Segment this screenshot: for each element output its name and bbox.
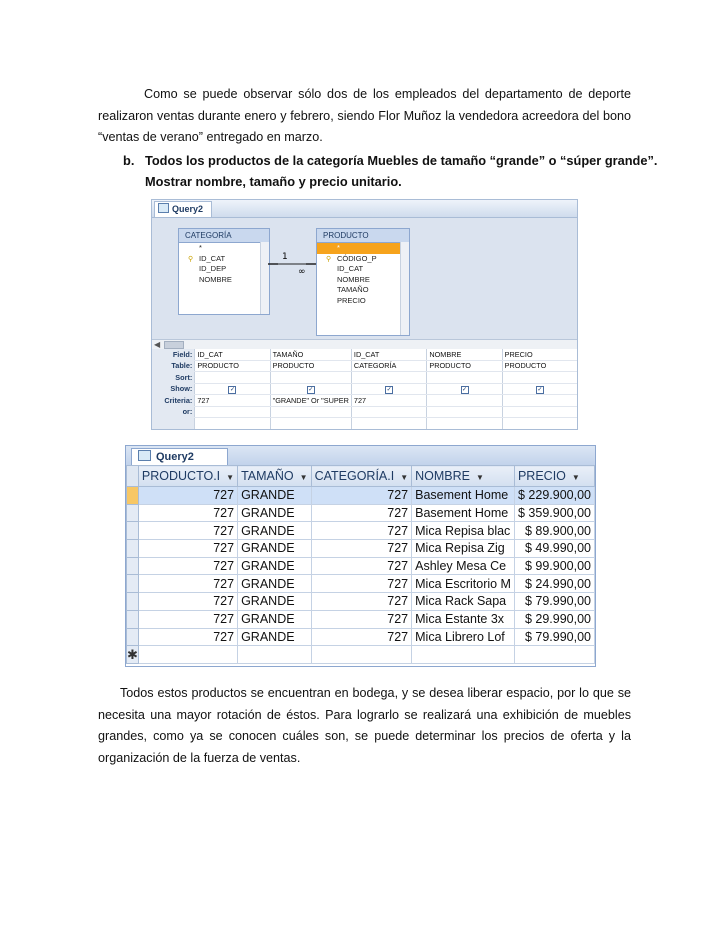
row-label: Criteria: — [152, 395, 195, 407]
table-cell[interactable]: $ 79.990,00 — [514, 628, 594, 646]
dropdown-arrow-icon[interactable]: ▼ — [571, 473, 580, 482]
table-cell[interactable]: 727 — [138, 557, 237, 575]
show-checkbox[interactable]: ✓ — [537, 386, 543, 393]
grid-cell[interactable]: 727 — [351, 395, 426, 407]
table-cell[interactable] — [412, 646, 515, 664]
scroll-thumb[interactable] — [164, 341, 184, 349]
field-item[interactable]: ⚲ CÓDIGO_P — [317, 254, 409, 265]
row-label: Sort: — [152, 372, 195, 384]
row-selector[interactable] — [127, 540, 139, 558]
table-cell[interactable]: 727 — [138, 540, 237, 558]
table-box-producto[interactable] — [316, 228, 410, 336]
table-cell[interactable]: 727 — [311, 540, 412, 558]
grid-cell[interactable] — [427, 372, 502, 384]
show-checkbox[interactable]: ✓ — [461, 386, 468, 393]
grid-cell[interactable]: ID_CAT — [351, 349, 426, 360]
table-cell[interactable]: 727 — [138, 522, 237, 540]
show-checkbox[interactable]: ✓ — [386, 386, 392, 393]
grid-cell[interactable] — [351, 418, 426, 430]
grid-row-or — [152, 406, 577, 418]
table-cell[interactable]: Mica Librero Lof — [412, 628, 515, 646]
table-cell[interactable]: GRANDE — [238, 593, 311, 611]
datasheet-tab-bar — [126, 446, 595, 466]
table-cell[interactable]: $ 99.900,00 — [514, 557, 594, 575]
grid-cell[interactable] — [351, 406, 426, 418]
dropdown-arrow-icon[interactable]: ▼ — [299, 473, 308, 482]
table-cell[interactable]: $ 359.900,00 — [514, 504, 594, 522]
table-cell[interactable]: 727 — [138, 504, 237, 522]
grid-cell[interactable]: PRODUCTO — [195, 360, 270, 372]
grid-cell[interactable]: CATEGORÍA — [351, 360, 426, 372]
table-cell[interactable]: GRANDE — [238, 522, 311, 540]
row-selector[interactable] — [127, 575, 139, 593]
grid-cell[interactable] — [195, 383, 270, 395]
table-cell[interactable]: Basement Home — [412, 504, 515, 522]
show-checkbox[interactable]: ✓ — [308, 386, 314, 393]
column-header[interactable]: PRECIO ▼ — [514, 466, 594, 487]
grid-cell[interactable] — [502, 406, 577, 418]
table-row — [127, 487, 595, 505]
paragraph-intro: Como se puede observar sólo dos de los empleados del departamento de deporte realizaron ventas durante enero y febrero, siendo Flor Muñoz la vendedora acreedora del bono “ventas de verano” entregado en marzo. — [98, 87, 631, 144]
field-item[interactable]: NOMBRE — [337, 274, 370, 284]
new-record-icon[interactable]: ✱ — [127, 646, 138, 662]
grid-cell[interactable] — [502, 383, 577, 395]
table-cell[interactable]: Mica Repisa Zig — [412, 540, 515, 558]
row-selector[interactable] — [127, 557, 139, 575]
grid-row-sort — [152, 372, 577, 384]
table-cell[interactable]: Mica Rack Sapa — [412, 593, 515, 611]
row-label: or: — [152, 406, 195, 418]
list-item-b — [123, 150, 657, 192]
row-selector[interactable] — [127, 522, 139, 540]
grid-cell[interactable]: PRODUCTO — [427, 360, 502, 372]
design-tab-bar — [152, 200, 577, 218]
grid-cell[interactable]: TAMAÑO — [270, 349, 351, 360]
select-all-corner[interactable] — [127, 466, 139, 487]
query-icon — [158, 203, 169, 213]
table-cell[interactable]: GRANDE — [238, 557, 311, 575]
table-cell[interactable]: 727 — [138, 610, 237, 628]
grid-cell[interactable]: PRODUCTO — [502, 360, 577, 372]
table-cell[interactable]: $ 229.900,00 — [514, 487, 594, 505]
grid-cell[interactable] — [427, 383, 502, 395]
grid-cell[interactable] — [270, 383, 351, 395]
table-cell[interactable]: 727 — [138, 487, 237, 505]
table-cell[interactable]: $ 79.990,00 — [514, 593, 594, 611]
grid-row-empty — [152, 418, 577, 430]
field-item[interactable]: * — [199, 243, 202, 252]
row-selector[interactable] — [127, 487, 139, 505]
grid-cell[interactable] — [502, 418, 577, 430]
table-cell[interactable]: 727 — [138, 628, 237, 646]
relationship-one-label: 1 — [282, 252, 288, 262]
table-cell[interactable] — [238, 646, 311, 664]
table-title-categoria: CATEGORÍA — [179, 229, 269, 243]
table-cell[interactable]: 727 — [311, 504, 412, 522]
grid-cell[interactable] — [427, 395, 502, 407]
table-row — [127, 557, 595, 575]
header-row — [127, 466, 595, 487]
table-cell[interactable]: 727 — [138, 593, 237, 611]
grid-cell[interactable] — [270, 406, 351, 418]
query-design-grid — [152, 349, 577, 429]
grid-cell[interactable] — [195, 372, 270, 384]
dropdown-arrow-icon[interactable]: ▼ — [400, 473, 409, 482]
table-cell[interactable] — [138, 646, 237, 664]
relationship-line[interactable] — [268, 248, 318, 278]
column-header[interactable]: CATEGORÍA.I ▼ — [311, 466, 412, 487]
field-item[interactable]: * — [317, 243, 409, 254]
grid-cell[interactable] — [427, 418, 502, 430]
grid-row-show — [152, 383, 577, 395]
table-cell[interactable]: $ 29.990,00 — [514, 610, 594, 628]
horizontal-scrollbar[interactable] — [152, 339, 577, 349]
column-header[interactable]: PRODUCTO.I ▼ — [138, 466, 237, 487]
table-cell[interactable]: GRANDE — [238, 575, 311, 593]
table-cell[interactable]: Ashley Mesa Ce — [412, 557, 515, 575]
table-row — [127, 628, 595, 646]
table-cell[interactable]: GRANDE — [238, 504, 311, 522]
design-tab-query2[interactable]: Query2 — [154, 201, 212, 217]
table-row — [127, 593, 595, 611]
table-box-categoria[interactable] — [178, 228, 270, 315]
query-design-view — [151, 199, 578, 430]
grid-cell[interactable]: PRODUCTO — [270, 360, 351, 372]
grid-cell[interactable]: NOMBRE — [427, 349, 502, 360]
grid-row-table — [152, 360, 577, 372]
column-header[interactable]: NOMBRE ▼ — [412, 466, 515, 487]
item-b-line2: Mostrar nombre, tamaño y precio unitario. — [145, 174, 402, 189]
primary-key-icon: ⚲ — [188, 255, 194, 263]
field-item[interactable]: ⚲ ID_CAT — [179, 254, 269, 265]
table-row — [127, 575, 595, 593]
table-cell[interactable]: 727 — [311, 593, 412, 611]
table-pane — [152, 218, 577, 339]
table-title-producto: PRODUCTO — [317, 229, 409, 243]
row-selector[interactable] — [127, 610, 139, 628]
row-label: Field: — [152, 349, 195, 360]
query-datasheet-view — [125, 445, 596, 667]
field-item[interactable]: TAMAÑO — [337, 285, 369, 294]
grid-cell[interactable]: "GRANDE" Or "SUPER — [270, 395, 351, 407]
column-header[interactable]: TAMAÑO ▼ — [238, 466, 311, 487]
table-cell[interactable]: $ 49.990,00 — [514, 540, 594, 558]
table-row — [127, 610, 595, 628]
grid-cell[interactable] — [270, 418, 351, 430]
new-record-row — [127, 646, 595, 664]
table-cell[interactable]: $ 89.900,00 — [514, 522, 594, 540]
table-row — [127, 540, 595, 558]
row-label: Table: — [152, 360, 195, 372]
grid-cell[interactable] — [270, 372, 351, 384]
table-cell[interactable]: 727 — [311, 628, 412, 646]
field-list-scrollbar[interactable] — [400, 242, 409, 335]
row-selector[interactable] — [127, 504, 139, 522]
table-cell[interactable]: 727 — [311, 575, 412, 593]
table-cell[interactable] — [311, 646, 412, 664]
item-b-line1: Todos los productos de la categoría Muebles de tamaño “grande” o “súper grande”. — [145, 153, 658, 168]
table-cell[interactable]: Mica Repisa blac — [412, 522, 515, 540]
grid-cell[interactable] — [502, 372, 577, 384]
list-marker: b. — [123, 153, 135, 168]
dropdown-arrow-icon[interactable]: ▼ — [476, 473, 484, 482]
field-item[interactable]: NOMBRE — [199, 274, 232, 284]
table-cell[interactable]: Mica Estante 3x — [412, 610, 515, 628]
grid-cell[interactable] — [195, 418, 270, 430]
table-cell[interactable]: GRANDE — [238, 628, 311, 646]
grid-row-field — [152, 349, 577, 360]
primary-key-icon: ⚲ — [326, 255, 332, 263]
grid-cell[interactable]: PRECIO — [502, 349, 577, 360]
field-item[interactable]: ID_DEP — [199, 264, 227, 273]
field-item[interactable]: ID_CAT — [337, 264, 364, 273]
row-selector[interactable] — [127, 593, 139, 611]
query-icon — [138, 450, 151, 461]
table-row — [127, 522, 595, 540]
grid-cell[interactable] — [351, 383, 426, 395]
table-cell[interactable]: 727 — [311, 557, 412, 575]
row-label — [152, 418, 195, 430]
table-cell[interactable] — [514, 646, 594, 664]
show-checkbox[interactable]: ✓ — [229, 386, 235, 393]
grid-cell[interactable]: 727 — [195, 395, 270, 407]
relationship-many-label: ∞ — [298, 267, 306, 277]
grid-cell[interactable] — [427, 406, 502, 418]
row-selector[interactable] — [127, 628, 139, 646]
table-cell[interactable]: Basement Home — [412, 487, 515, 505]
table-cell[interactable]: GRANDE — [238, 610, 311, 628]
paragraph-conclusion: Todos estos productos se encuentran en bodega, y se desea liberar espacio, por lo que se necesita una mayor rotación de éstos. Para lograrlo se realizará una exhibición de muebles grandes, como ya se conocen cuáles son, se puede determinar los precios de oferta y la organización de la fuerza de ventas. — [98, 686, 631, 765]
grid-cell[interactable] — [502, 395, 577, 407]
table-cell[interactable]: 727 — [311, 487, 412, 505]
dropdown-arrow-icon[interactable]: ▼ — [226, 473, 235, 482]
table-cell[interactable]: GRANDE — [238, 540, 311, 558]
grid-row-criteria — [152, 395, 577, 407]
table-row — [127, 504, 595, 522]
datasheet-table — [126, 465, 595, 664]
table-cell[interactable]: 727 — [311, 522, 412, 540]
grid-cell[interactable] — [351, 372, 426, 384]
scroll-left-icon[interactable]: ◀ — [154, 340, 161, 349]
table-cell[interactable]: GRANDE — [238, 487, 311, 505]
table-cell[interactable]: $ 24.990,00 — [514, 575, 594, 593]
table-cell[interactable]: 727 — [311, 610, 412, 628]
datasheet-tab-query2[interactable]: Query2 — [131, 448, 228, 466]
table-cell[interactable]: 727 — [138, 575, 237, 593]
grid-cell[interactable] — [195, 406, 270, 418]
row-label: Show: — [152, 383, 195, 395]
grid-cell[interactable]: ID_CAT — [195, 349, 270, 360]
field-item[interactable]: PRECIO — [337, 295, 366, 305]
table-cell[interactable]: Mica Escritorio M — [412, 575, 515, 593]
